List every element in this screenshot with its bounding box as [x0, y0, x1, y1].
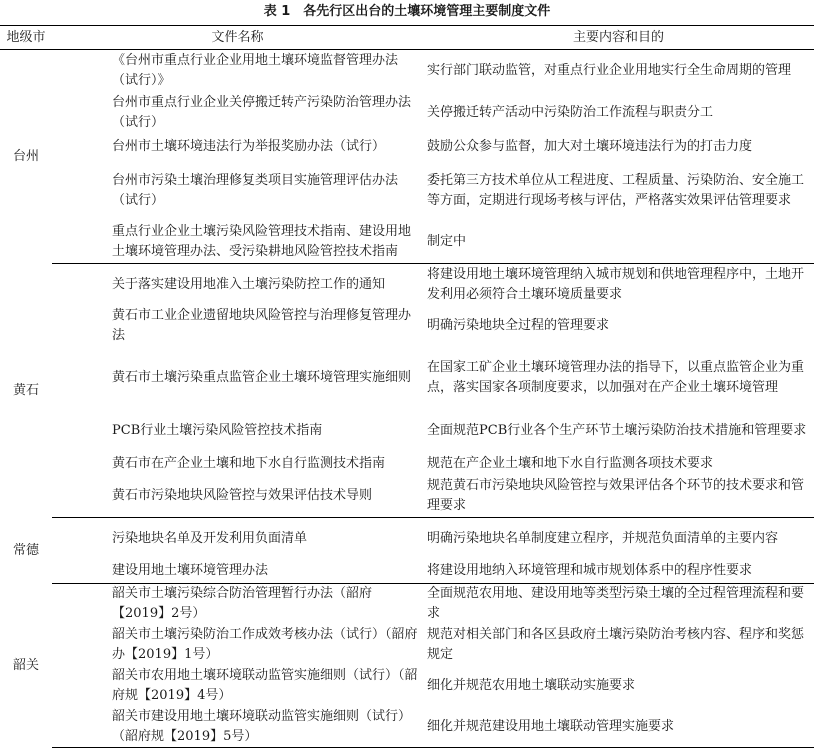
document-name-cell: 黄石市工业企业遗留地块风险管控与治理修复管理办法 — [112, 307, 412, 343]
document-name-cell: 台州市污染土壤治理修复类项目实施管理评估办法（试行） — [112, 172, 399, 208]
header-city: 地级市 — [0, 26, 52, 50]
content-purpose-cell: 明确污染地块全过程的管理要求 — [427, 317, 610, 333]
document-name-cell: 韶关市建设用地土壤环境联动监管实施细则（试行）（韶府规【2019】5号） — [52, 707, 423, 748]
content-purpose-cell: 鼓励公众参与监督，加大对土壤环境违法行为的打击力度 — [427, 138, 753, 154]
table-row — [0, 476, 814, 518]
table-caption: 表 1 各先行区出台的土壤环境管理主要制度文件 — [263, 4, 551, 19]
content-purpose-cell: 细化并规范建设用地土壤联动管理实施要求 — [423, 707, 814, 748]
document-name-cell: 韶关市农用地土壤环境联动监管实施细则（试行）（韶府规【2019】4号） — [112, 668, 418, 703]
table-row — [0, 134, 814, 160]
table-row — [0, 264, 814, 306]
table-row — [0, 584, 814, 625]
content-purpose-cell: 关停搬迁转产活动中污染防治工作流程与职责分工 — [427, 104, 714, 120]
table-row — [0, 160, 814, 222]
content-purpose-cell: 明确污染地块名单制度建立程序，并规范负面清单的主要内容 — [427, 530, 779, 546]
table-row — [0, 306, 814, 346]
content-purpose-cell: 全面规范PCB行业各个生产环节土壤污染防治技术措施和管理要求 — [427, 422, 807, 438]
document-name-cell: 《台州市重点行业企业用地土壤环境监督管理办法（试行）》 — [112, 52, 399, 88]
city-cell: 黄石 — [12, 382, 39, 398]
table-row — [0, 707, 814, 748]
document-name-cell: 重点行业企业土壤污染风险管理技术指南、建设用地土壤环境管理办法、受污染耕地风险管控技术指南 — [52, 222, 423, 264]
city-cell: 常德 — [12, 542, 39, 558]
policy-table — [0, 25, 814, 748]
header-content: 主要内容和目的 — [423, 26, 814, 50]
content-purpose-cell: 全面规范农用地、建设用地等类型污染土壤的全过程管理流程和要求 — [427, 586, 805, 622]
table-row — [0, 222, 814, 264]
document-name-cell: 关于落实建设用地准入土壤污染防控工作的通知 — [112, 276, 386, 292]
table-row — [0, 666, 814, 707]
city-cell: 台州 — [12, 148, 39, 164]
content-purpose-cell: 规范黄石市污染地块风险管控与效果评估各个环节的技术要求和管理要求 — [423, 476, 814, 518]
table-row — [0, 50, 814, 92]
table-row — [0, 92, 814, 134]
content-purpose-cell: 实行部门联动监管，对重点行业企业用地实行全生命周期的管理 — [427, 62, 792, 78]
document-name-cell: 韶关市土壤污染综合防治管理暂行办法（韶府【2019】2号） — [112, 586, 373, 622]
table-row — [0, 560, 814, 584]
content-purpose-cell: 将建设用地纳入环境管理和城市规划体系中的程序性要求 — [423, 560, 814, 584]
document-name-cell: PCB行业土壤污染风险管控技术指南 — [112, 422, 323, 438]
content-purpose-cell: 制定中 — [423, 222, 814, 264]
header-doc: 文件名称 — [52, 26, 423, 50]
document-name-cell: 台州市重点行业企业关停搬迁转产污染防治管理办法（试行） — [112, 94, 412, 130]
content-purpose-cell: 委托第三方技术单位从工程进度、工程质量、污染防治、安全施工等方面，定期进行现场考核与评估，严格落实效果评估管理要求 — [427, 172, 805, 208]
content-purpose-cell: 将建设用地土壤环境管理纳入城市规划和供地管理程序中，土地开发利用必须符合土壤环境质量要求 — [427, 266, 805, 302]
content-purpose-cell: 规范对相关部门和各区县政府土壤污染防治考核内容、程序和奖惩规定 — [427, 627, 805, 662]
table-row — [0, 625, 814, 666]
table-row — [0, 410, 814, 452]
content-purpose-cell: 在国家工矿企业土壤环境管理办法的指导下，以重点监管企业为重点，落实国家各项制度要求，以加强对在产企业土壤环境管理 — [427, 359, 805, 395]
table-row — [0, 518, 814, 560]
table-row — [0, 346, 814, 410]
document-name-cell: 污染地块名单及开发利用负面清单 — [112, 530, 308, 546]
document-name-cell: 建设用地土壤环境管理办法 — [52, 560, 423, 584]
document-name-cell: 韶关市土壤污染防治工作成效考核办法（试行）（韶府办【2019】1号） — [112, 627, 418, 662]
header-row — [0, 26, 814, 50]
table-row — [0, 452, 814, 476]
document-name-cell: 黄石市在产企业土壤和地下水自行监测技术指南 — [112, 455, 386, 471]
document-name-cell: 黄石市土壤污染重点监管企业土壤环境管理实施细则 — [112, 369, 412, 385]
table-body — [0, 50, 814, 748]
city-cell: 韶关 — [12, 657, 39, 673]
content-purpose-cell: 规范在产企业土壤和地下水自行监测各项技术要求 — [427, 455, 714, 471]
document-name-cell: 黄石市污染地块风险管控与效果评估技术导则 — [52, 476, 423, 518]
document-name-cell: 台州市土壤环境违法行为举报奖励办法（试行） — [112, 138, 386, 154]
content-purpose-cell: 细化并规范农用地土壤联动实施要求 — [427, 678, 636, 693]
